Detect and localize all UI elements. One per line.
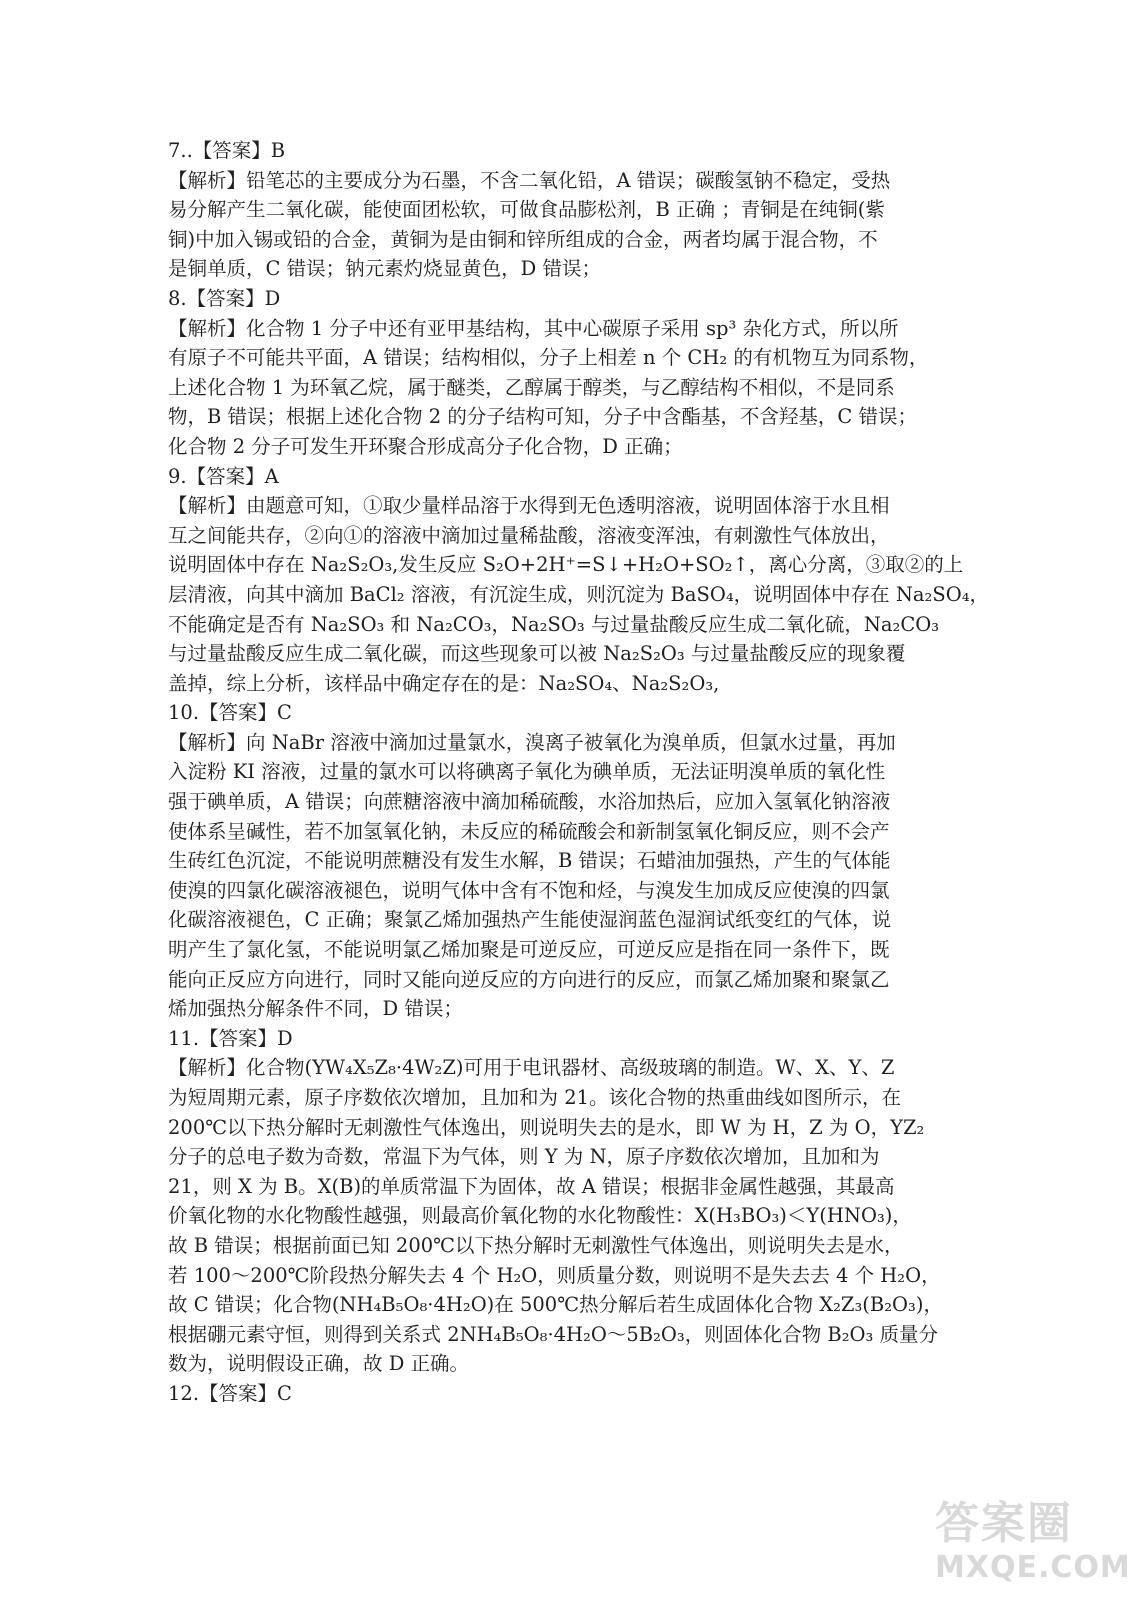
site-watermark <box>935 1498 1131 1594</box>
text-line: 10.【答案】C <box>168 701 292 725</box>
text-line: 【解析】化合物(YW₄X₅Z₈·4W₂Z)可用于电讯器材、高级玻璃的制造。W、X、Y、Z <box>168 1056 895 1080</box>
text-line: 盖掉，综上分析，该样品中确定存在的是：Na₂SO₄、Na₂S₂O₃, <box>168 671 720 695</box>
text-line: 8.【答案】D <box>168 286 281 310</box>
text-line: 不能确定是否有 Na₂SO₃ 和 Na₂CO₃，Na₂SO₃ 与过量盐酸反应生成二氧化硫，Na₂CO₃ <box>168 612 940 636</box>
text-line: 价氧化物的水化物酸性越强，则最高价氧化物的水化物酸性：X(H₃BO₃)＜Y(HNO₃)， <box>168 1204 912 1228</box>
text-line: 故 B 错误；根据前面已知 200℃以下热分解时无刺激性气体逸出，则说明失去是水， <box>168 1233 904 1257</box>
text-line: 化合物 2 分子可发生开环聚合形成高分子化合物，D 正确； <box>168 434 683 458</box>
text-line: 为短周期元素，原子序数依次增加，且加和为 21。该化合物的热重曲线如图所示，在 <box>168 1086 902 1109</box>
text-line: 层清液，向其中滴加 BaCl₂ 溶液，有沉淀生成，则沉淀为 BaSO₄，说明固体中存在 Na₂SO₄， <box>168 582 990 606</box>
text-line: 9.【答案】A <box>168 464 279 488</box>
text-line: 分子的总电子数为奇数，常温下为气体，则 Y 为 N，原子序数依次增加，且加和为 <box>168 1145 880 1169</box>
text-line: 物，B 错误；根据上述化合物 2 的分子结构可知，分子中含酯基，不含羟基，C 错误； <box>168 405 917 429</box>
text-line: 明产生了氯化氢，不能说明氯乙烯加聚是可逆反应，可逆反应是指在同一条件下，既 <box>168 938 890 962</box>
text-line: 11.【答案】D <box>168 1026 293 1050</box>
text-line: 数为，说明假设正确，故 D 正确。 <box>168 1352 470 1376</box>
text-line: 上述化合物 1 为环氧乙烷，属于醚类，乙醇属于醇类，与乙醇结构不相似，不是同系 <box>168 375 895 399</box>
text-line: 根据硼元素守恒，则得到关系式 2NH₄B₅O₈·4H₂O～5B₂O₃，则固体化合物 B₂O₃ 质量分 <box>168 1322 939 1346</box>
text-line: 能向正反应方向进行，同时又能向逆反应的方向进行的反应，而氯乙烯加聚和聚氯乙 <box>168 967 890 991</box>
text-line: 12.【答案】C <box>168 1381 292 1405</box>
text-line: 是铜单质，C 错误；钠元素灼烧显黄色，D 错误； <box>168 257 601 281</box>
text-line: 【解析】铅笔芯的主要成分为石墨，不含二氧化铅，A 错误；碳酸氢钠不稳定，受热 <box>168 168 891 192</box>
text-line: 若 100～200℃阶段热分解失去 4 个 H₂O，则质量分数，则说明不是失去去 4 个 H₂O， <box>168 1263 941 1287</box>
text-line: 7..【答案】B <box>168 139 286 162</box>
text-line: 互之间能共存，②向①的溶液中滴加过量稀盐酸，溶液变浑浊，有刺激性气体放出， <box>168 523 890 547</box>
text-line: 【解析】化合物 1 分子中还有亚甲基结构，其中心碳原子采用 sp³ 杂化方式，所以所 <box>168 316 899 340</box>
text-line: 【解析】由题意可知，①取少量样品溶于水得到无色透明溶液，说明固体溶于水且相 <box>168 494 890 518</box>
text-line: 铜)中加入锡或铅的合金，黄铜为是由铜和锌所组成的合金，两者均属于混合物，不 <box>168 227 878 251</box>
text-line: 使体系呈碱性，若不加氢氧化钠，未反应的稀硫酸会和新制氢氧化铜反应，则不会产 <box>168 819 890 843</box>
text-line: 【解析】向 NaBr 溶液中滴加过量氯水，溴离子被氧化为溴单质，但氯水过量，再加 <box>168 730 896 754</box>
text-line: 生砖红色沉淀，不能说明蔗糖没有发生水解，B 错误；石蜡油加强热，产生的气体能 <box>168 849 891 873</box>
watermark-logo-text: 答案圈 <box>935 1498 1073 1549</box>
text-line: 故 C 错误；化合物(NH₄B₅O₈·4H₂O)在 500℃热分解后若生成固体化合物 X₂Z₃(B₂O₃)， <box>168 1293 943 1317</box>
text-line: 200℃以下热分解时无刺激性气体逸出，则说明失去的是水，即 W 为 H，Z 为 O，YZ₂ <box>168 1115 925 1139</box>
text-line: 烯加强热分解条件不同，D 错误； <box>168 997 463 1021</box>
text-line: 化碳溶液褪色，C 正确；聚氯乙烯加强热产生能使湿润蓝色湿润试纸变红的气体，说 <box>168 908 892 932</box>
text-line: 使溴的四氯化碳溶液褪色，说明气体中含有不饱和烃，与溴发生加成反应使溴的四氯 <box>168 878 890 902</box>
answer-explanation-text <box>168 136 990 1409</box>
text-line: 强于碘单质，A 错误；向蔗糖溶液中滴加稀硫酸，水浴加热后，应加入氢氧化钠溶液 <box>168 790 891 814</box>
text-line: 21，则 X 为 B。X(B)的单质常温下为固体，故 A 错误；根据非金属性越强，其最高 <box>168 1174 895 1198</box>
text-line: 易分解产生二氧化碳，能使面团松软，可做食品膨松剂，B 正确 ；青铜是在纯铜(紫 <box>168 198 885 222</box>
text-line: 说明固体中存在 Na₂S₂O₃,发生反应 S₂O+2H⁺=S↓+H₂O+SO₂↑，离心分离，③取②的上 <box>168 553 964 577</box>
text-line: 入淀粉 KI 溶液，过量的氯水可以将碘离子氧化为碘单质，无法证明溴单质的氧化性 <box>168 760 886 784</box>
text-line: 与过量盐酸反应生成二氧化碳，而这些现象可以被 Na₂S₂O₃ 与过量盐酸反应的现象覆 <box>168 642 906 666</box>
text-line: 有原子不可能共平面，A 错误；结构相似，分子上相差 n 个 CH₂ 的有机物互为同系物， <box>168 346 929 370</box>
watermark-url: MXQE.COM <box>935 1550 1131 1585</box>
